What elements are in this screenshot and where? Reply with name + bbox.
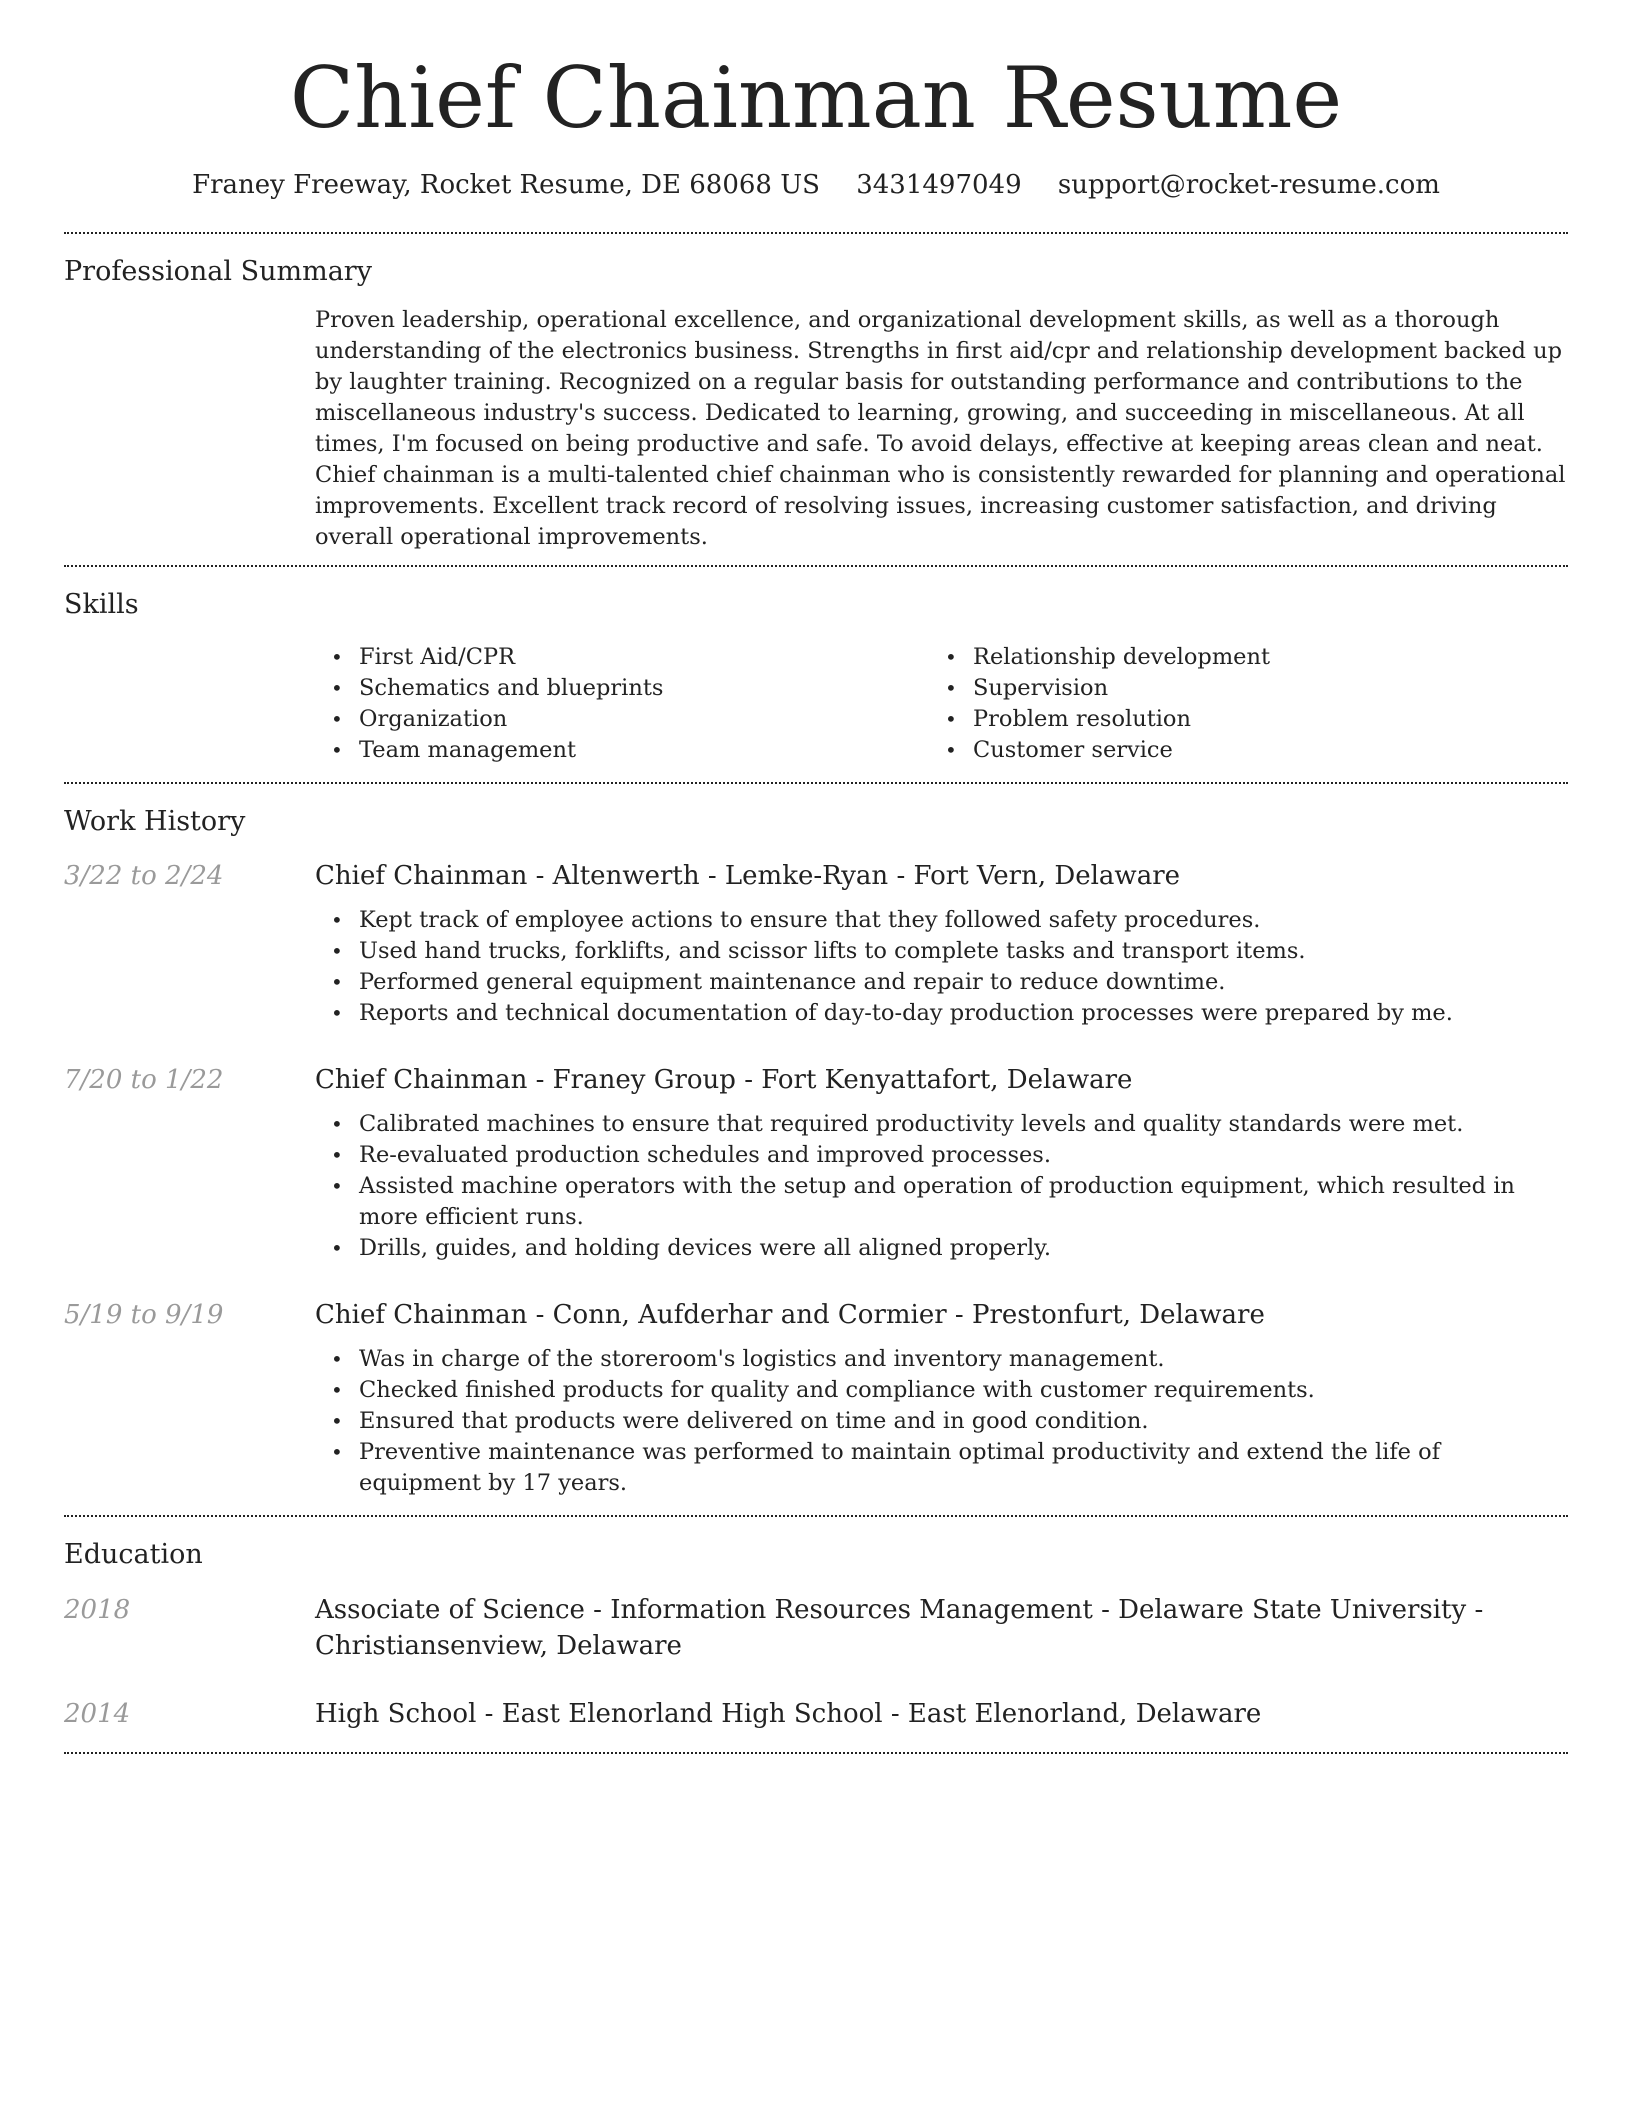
job-dates: 5/19 to 9/19 (64, 1300, 224, 1331)
job-bullets (315, 905, 1568, 1029)
education-degree: Associate of Science - Information Resources Management (315, 1595, 1093, 1626)
list-item: • Performed general equipment maintenance and repair to reduce downtime. (315, 967, 1568, 998)
list-item: • Checked finished products for quality and compliance with customer requirements. (315, 1375, 1568, 1406)
summary-text: Proven leadership, operational excellence, and organizational development skills, as well as a thorough understanding of the electronics business. Strengths in first aid/cpr and relationship development backed up by laughter training. Recognized on a regular basis for outstanding performance and contributions to the miscellaneous industry's success. Dedicated to learning, growing, and succeeding in miscellaneous. At all times, I'm focused on being productive and safe. To avoid delays, effective at keeping areas clean and neat. Chief chainman is a multi-talented chief chainman who is consistently rewarded for planning and operational improvements. Excellent track record of resolving issues, increasing customer satisfaction, and driving overall operational improvements. (315, 307, 1566, 551)
work-history-section (64, 784, 1568, 1515)
summary-section (64, 234, 1568, 565)
resume-header (64, 0, 1568, 200)
job-title: Chief Chainman - Conn, Aufderhar and Cormier - Prestonfurt, Delaware (315, 1300, 1265, 1331)
job-entry (64, 837, 1568, 1029)
skill-item: • Team management (315, 735, 929, 766)
job-bullets (315, 1344, 1568, 1499)
job-title: Chief Chainman - Altenwerth - Lemke-Ryan - Fort Vern, Delaware (315, 861, 1181, 892)
education-school: - Delaware State University - Christiansenview, Delaware (315, 1595, 1484, 1662)
education-school: - East Elenorland High School - East Elenorland, Delaware (476, 1699, 1262, 1730)
education-year: 2014 (64, 1699, 131, 1730)
work-history-heading: Work History (64, 806, 246, 838)
list-item: • Was in charge of the storeroom's logistics and inventory management. (315, 1344, 1568, 1375)
list-item: • Kept track of employee actions to ensure that they followed safety procedures. (315, 905, 1568, 936)
education-details (315, 1592, 1568, 1664)
list-item: • Drills, guides, and holding devices were all aligned properly. (315, 1233, 1568, 1264)
job-entry (64, 1029, 1568, 1264)
list-item: • Used hand trucks, forklifts, and scissor lifts to complete tasks and transport items. (315, 936, 1568, 967)
education-entry (64, 1570, 1568, 1664)
skill-item: • Relationship development (929, 642, 1543, 673)
list-item: • Ensured that products were delivered on time and in good condition. (315, 1406, 1568, 1437)
skill-item: • Supervision (929, 673, 1543, 704)
education-section (64, 1517, 1568, 1752)
summary-heading: Professional Summary (64, 256, 372, 288)
contact-email: support@rocket-resume.com (1057, 170, 1440, 201)
contact-address: Franey Freeway, Rocket Resume, DE 68068 US (192, 170, 820, 201)
skill-item: • First Aid/CPR (315, 642, 929, 673)
skill-item: • Organization (315, 704, 929, 735)
education-heading: Education (64, 1539, 203, 1571)
skills-heading: Skills (64, 589, 139, 621)
skills-section (64, 567, 1568, 782)
skill-item: • Schematics and blueprints (315, 673, 929, 704)
education-year: 2018 (64, 1595, 131, 1626)
education-details (315, 1696, 1568, 1732)
skill-item: • Customer service (929, 735, 1543, 766)
education-degree: High School (315, 1699, 477, 1730)
job-bullets (315, 1109, 1568, 1264)
list-item: • Reports and technical documentation of day-to-day production processes were prepared by me. (315, 998, 1568, 1029)
page-title: Chief Chainman Resume (289, 49, 1343, 147)
contact-info (64, 170, 1568, 200)
list-item: • Calibrated machines to ensure that required productivity levels and quality standards were met. (315, 1109, 1568, 1140)
job-dates: 7/20 to 1/22 (64, 1065, 224, 1096)
list-item: • Assisted machine operators with the setup and operation of production equipment, which resulted in more efficient runs. (315, 1171, 1568, 1233)
job-title: Chief Chainman - Franey Group - Fort Kenyattafort, Delaware (315, 1065, 1133, 1096)
skills-list-left (315, 642, 929, 766)
list-item: • Re-evaluated production schedules and improved processes. (315, 1140, 1568, 1171)
list-item: • Preventive maintenance was performed to maintain optimal productivity and extend the life of equipment by 17 years. (315, 1437, 1568, 1499)
skill-item: • Problem resolution (929, 704, 1543, 735)
skills-list-right (929, 642, 1543, 766)
section-divider (64, 1752, 1568, 1754)
job-entry (64, 1264, 1568, 1515)
contact-phone: 3431497049 (856, 170, 1022, 201)
job-dates: 3/22 to 2/24 (64, 861, 224, 892)
education-entry (64, 1664, 1568, 1752)
